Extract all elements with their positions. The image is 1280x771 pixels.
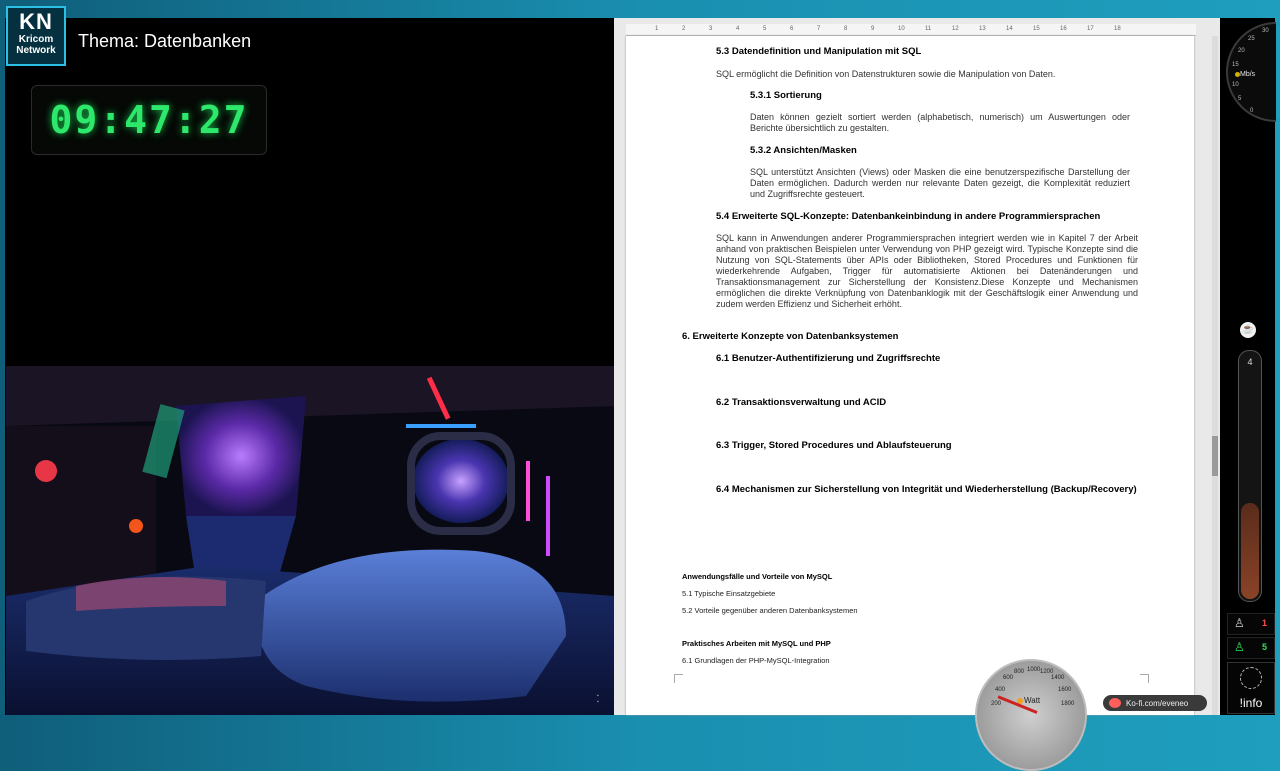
ruler-num: 17 [1087,26,1094,32]
topic-title: Thema: Datenbanken [78,31,252,51]
document-page[interactable] [626,36,1194,715]
gauge-tick: 800 [1014,669,1025,675]
page-corner-mark [1140,674,1149,683]
info-sun-icon [1240,667,1262,689]
logo-line-2: Network [16,45,56,56]
note-heading-mysql: Anwendungsfälle und Vorteile von MySQL [682,572,833,581]
ruler-num: 10 [898,26,905,32]
coffee-cup-icon: ☕ [1240,322,1256,338]
viewer-count-2 [1227,637,1275,659]
ruler-num: 6 [790,26,794,32]
horizontal-ruler[interactable] [626,24,1196,36]
scrollbar-thumb[interactable] [1212,436,1218,476]
dial-tick: 15 [1232,62,1239,68]
note-line-6-1: 6.1 Grundlagen der PHP-MySQL-Integration [682,656,830,665]
heading-5-3: 5.3 Datendefinition und Manipulation mit SQL [716,46,922,57]
ruler-num: 15 [1033,26,1040,32]
ruler-num: 18 [1114,26,1121,32]
gauge-tick: 1800 [1061,701,1075,707]
gauge-label: Watt [1024,696,1041,705]
heading-6-3: 6.3 Trigger, Stored Procedures und Ablaufsteuerung [716,440,952,451]
ruler-num: 3 [709,26,713,32]
clock-time: 09:47:27 [49,98,249,142]
paragraph-5-3-1: Daten können gezielt sortiert werden (alphabetisch, numerisch) um Auswertungen oder Berichte übersichtlich zu gestalten. [750,112,1130,133]
paragraph-5-4: SQL kann in Anwendungen anderer Programmiersprachen integriert werden wie in Kapitel 7 der Arbeit anhand von praktischen Beispielen unter Verwendung von PHP gezeigt wird. Typische Konzepte sind die Nutzung von SQL-Statements über APIs oder Bibliotheken, Stored Procedures und Funktionen für wiederkehrende Aufgaben, Trigger für automatisierte Aktionen bei Datenänderungen und Transaktionsmanagement zur Sicherstellung der Konsistenz.Diese Konzepte und Mechanismen ermöglichen die direkte Verknüpfung von Datenbanklogik mit der Geschäftslogik einer Anwendung und zudem werden Effizienz und Sicherheit erhöht. [716,233,1138,309]
ruler-num: 2 [682,26,686,32]
scene-illustration [6,366,614,715]
ruler-num: 16 [1060,26,1067,32]
gauge-tick: 1200 [1040,669,1054,675]
ruler-num: 11 [925,26,932,32]
heading-5-3-1: 5.3.1 Sortierung [750,90,822,101]
kricom-network-logo [6,6,66,66]
heading-5-4: 5.4 Erweiterte SQL-Konzepte: Datenbankeinbindung in andere Programmiersprachen [716,211,1101,222]
page-corner-mark [674,674,683,683]
ruler-num: 13 [979,26,986,32]
heading-6: 6. Erweiterte Konzepte von Datenbanksystemen [682,331,899,342]
viewer-count-value-2: 5 [1261,642,1267,652]
dial-tick: 0 [1250,108,1254,114]
dial-tick: 10 [1232,82,1239,88]
logo-main: KN [19,9,53,34]
heading-6-2: 6.2 Transaktionsverwaltung und ACID [716,397,887,408]
kofi-link[interactable] [1103,695,1207,711]
ruler-num: 12 [952,26,959,32]
viewer-count-value-1: 1 [1261,618,1267,628]
user-icon: ♙ [1234,640,1245,654]
tube-fill [1241,503,1259,599]
gauge-tick: 1600 [1058,687,1072,693]
ruler-num: 8 [844,26,848,32]
dial-tick: 25 [1248,36,1255,42]
clock-display [31,85,267,155]
ruler-num: 9 [871,26,875,32]
heading-6-1: 6.1 Benutzer-Authentifizierung und Zugriffsrechte [716,353,941,364]
watt-gauge [975,659,1087,771]
kofi-text: Ko-fi.com/eveneo [1126,698,1189,708]
viewer-count-1 [1227,613,1275,635]
paragraph-5-3-2: SQL unterstützt Ansichten (Views) oder Masken die eine benutzerspezifische Darstellung der Daten ermöglichen. Dadurch werden nur relevante Daten gezeigt, die Komplexität reduziert und Zugriffsrechte gesteuert. [750,167,1130,199]
network-speed-dial [1226,22,1276,122]
ruler-num: 14 [1006,26,1013,32]
dial-tick: 30 [1262,28,1269,34]
note-line-5-2: 5.2 Vorteile gegenüber anderen Datenbanksystemen [682,606,858,615]
kofi-cup-icon [1109,698,1121,708]
gauge-tick: 400 [995,687,1006,693]
user-icon: ♙ [1234,616,1245,630]
dial-unit: Mb/s [1240,71,1256,78]
heading-6-4: 6.4 Mechanismen zur Sicherstellung von Integrität und Wiederherstellung (Backup/Recovery) [716,484,1137,495]
dial-tick: 20 [1238,48,1245,54]
progress-tube [1238,350,1262,602]
tube-value: 4 [1247,357,1253,367]
image-signature: ▪ ▪ [597,693,599,705]
ruler-num: 1 [655,26,659,32]
ruler-num: 5 [763,26,767,32]
info-widget[interactable] [1227,662,1275,714]
gauge-tick: 200 [991,701,1002,707]
paragraph-5-3: SQL ermöglicht die Definition von Datenstrukturen sowie die Manipulation von Daten. [716,69,1056,79]
note-heading-php: Praktisches Arbeiten mit MySQL und PHP [682,639,831,648]
ruler-num: 4 [736,26,740,32]
dial-tick: 5 [1238,96,1242,102]
logo-line-1: Kricom [18,34,54,45]
document-scrollbar[interactable] [1212,36,1218,715]
gauge-tick: 600 [1003,675,1014,681]
ruler-num: 7 [817,26,821,32]
note-line-5-1: 5.1 Typische Einsatzgebiete [682,589,776,598]
gauge-tick: 1400 [1051,675,1065,681]
heading-5-3-2: 5.3.2 Ansichten/Masken [750,145,857,156]
info-label: !info [1239,696,1263,710]
gauge-tick: 1000 [1027,667,1041,673]
spaceship-bedroom-image [6,366,614,715]
